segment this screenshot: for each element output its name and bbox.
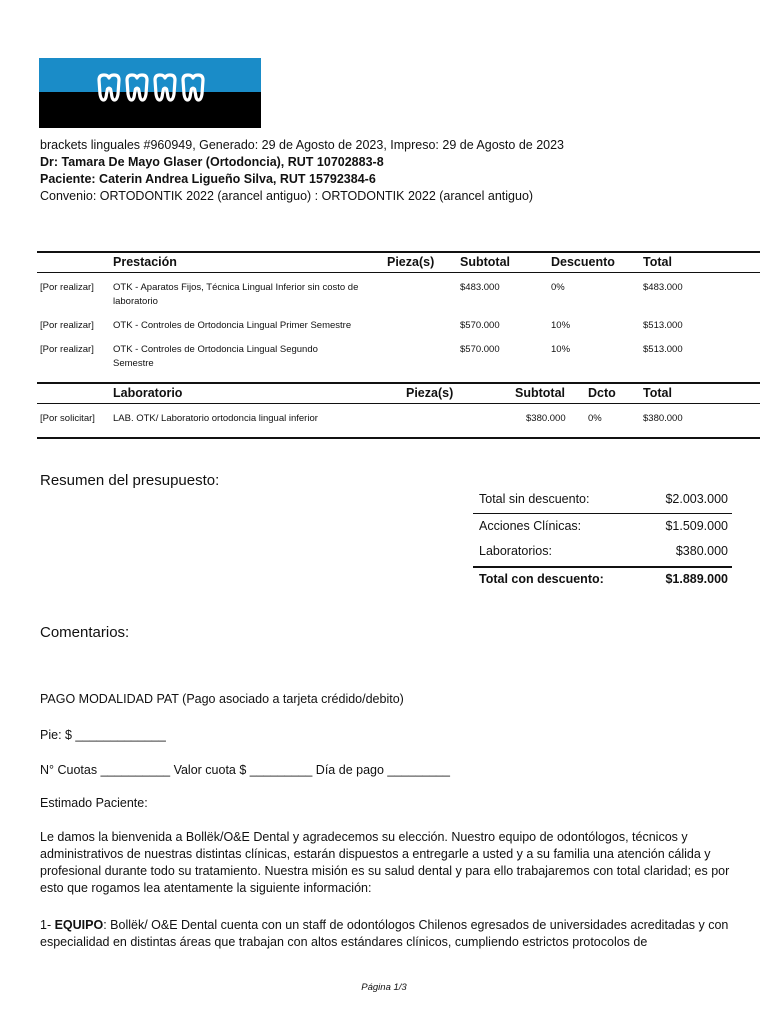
summary-row-laboratories: [479, 544, 728, 558]
summary-value: $2.003.000: [665, 492, 728, 506]
teeth-icon: [95, 72, 207, 106]
agreement-info: Convenio: ORTODONTIK 2022 (arancel antiguo) : ORTODONTIK 2022 (arancel antiguo): [40, 189, 534, 203]
services-table-top-rule: [37, 251, 760, 253]
down-payment-line: Pie: $ _____________: [40, 728, 166, 742]
row-description: OTK - Controles de Ortodoncia Lingual Segundo Semestre: [113, 344, 318, 369]
payment-mode: PAGO MODALIDAD PAT (Pago asociado a tarjeta crédido/debito): [40, 692, 404, 706]
col-pieza: Pieza(s): [387, 255, 435, 269]
lab-table-bottom-rule: [37, 437, 760, 439]
summary-total-rule: [473, 566, 732, 568]
summary-row-total-without-discount: [479, 492, 728, 506]
clinic-logo: [39, 58, 261, 128]
col-total: Total: [643, 255, 672, 269]
document-info: brackets linguales #960949, Generado: 29 de Agosto de 2023, Impreso: 29 de Agosto de 2023: [40, 138, 564, 152]
doctor-info: Dr: Tamara De Mayo Glaser (Ortodoncia), RUT 10702883-8: [40, 155, 384, 169]
greeting: Estimado Paciente:: [40, 796, 148, 810]
col-descuento: Descuento: [551, 255, 615, 269]
summary-label: Total sin descuento:: [479, 492, 590, 506]
col-prestacion: Prestación: [113, 255, 177, 269]
welcome-paragraph: Le damos la bienvenida a Bollëk/O&E Dental y agradecemos su elección. Nuestro equipo de odontólogos, técnicos y administrativos de nuestras distintas clínicas, estarán dispuestos a entregarle a usted y a su familia una atención cálida y profesional durante todo su tratamiento. Nuestra misión es su salud dental y para ello trabajaremos con total claridad; es por esto que rogamos lea atentamente la siguiente información:: [40, 830, 730, 895]
row-subtotal: $380.000: [526, 413, 566, 424]
row-discount: 0%: [588, 413, 602, 424]
row-status: [Por solicitar]: [40, 413, 95, 424]
row-status: [Por realizar]: [40, 282, 94, 293]
row-subtotal: $570.000: [460, 320, 500, 331]
row-discount: 10%: [551, 344, 571, 355]
row-status: [Por realizar]: [40, 344, 94, 355]
team-label: EQUIPO: [54, 918, 104, 932]
col-lab-subtotal: Subtotal: [515, 386, 565, 400]
page-number: Página 1/3: [361, 982, 407, 993]
row-discount: 10%: [551, 320, 571, 331]
patient-info: Paciente: Caterin Andrea Ligueño Silva, RUT 15792384-6: [40, 172, 376, 186]
summary-value: $1.889.000: [665, 572, 728, 586]
comments-title: Comentarios:: [40, 624, 130, 641]
row-total: $513.000: [643, 320, 683, 331]
row-discount: 0%: [551, 282, 565, 293]
col-subtotal: Subtotal: [460, 255, 510, 269]
lab-header-rule: [37, 403, 760, 404]
installments-line: N° Cuotas __________ Valor cuota $ _________ Día de pago _________: [40, 763, 450, 777]
row-status: [Por realizar]: [40, 320, 94, 331]
team-text: : Bollëk/ O&E Dental cuenta con un staff de odontólogos Chilenos egresados de universidades acreditadas y con especialidad en distintas áreas que trabajan con altos estándares clínicos, cumpliendo estrictos protocolos de: [40, 918, 729, 949]
row-description: LAB. OTK/ Laboratorio ortodoncia lingual inferior: [113, 413, 318, 424]
summary-row-clinical-actions: [479, 519, 728, 533]
team-prefix: 1-: [40, 918, 55, 932]
team-paragraph: [40, 917, 730, 951]
summary-value: $1.509.000: [665, 519, 728, 533]
row-total: $513.000: [643, 344, 683, 355]
summary-row-total-with-discount: [479, 572, 728, 586]
summary-rule: [473, 513, 732, 514]
summary-label: Laboratorios:: [479, 544, 552, 558]
lab-table-top-rule: [37, 382, 760, 384]
col-lab-total: Total: [643, 386, 672, 400]
row-total: $380.000: [643, 413, 683, 424]
row-description: OTK - Controles de Ortodoncia Lingual Primer Semestre: [113, 320, 352, 331]
summary-label: Total con descuento:: [479, 572, 604, 586]
row-description: OTK - Aparatos Fijos, Técnica Lingual Inferior sin costo de laboratorio: [113, 282, 359, 307]
col-lab-pieza: Pieza(s): [406, 386, 454, 400]
summary-label: Acciones Clínicas:: [479, 519, 582, 533]
row-total: $483.000: [643, 282, 683, 293]
row-subtotal: $570.000: [460, 344, 500, 355]
col-laboratorio: Laboratorio: [113, 386, 183, 400]
row-subtotal: $483.000: [460, 282, 500, 293]
services-header-rule: [37, 272, 760, 273]
summary-title: Resumen del presupuesto:: [40, 472, 220, 489]
col-lab-dcto: Dcto: [588, 386, 616, 400]
summary-value: $380.000: [675, 544, 728, 558]
